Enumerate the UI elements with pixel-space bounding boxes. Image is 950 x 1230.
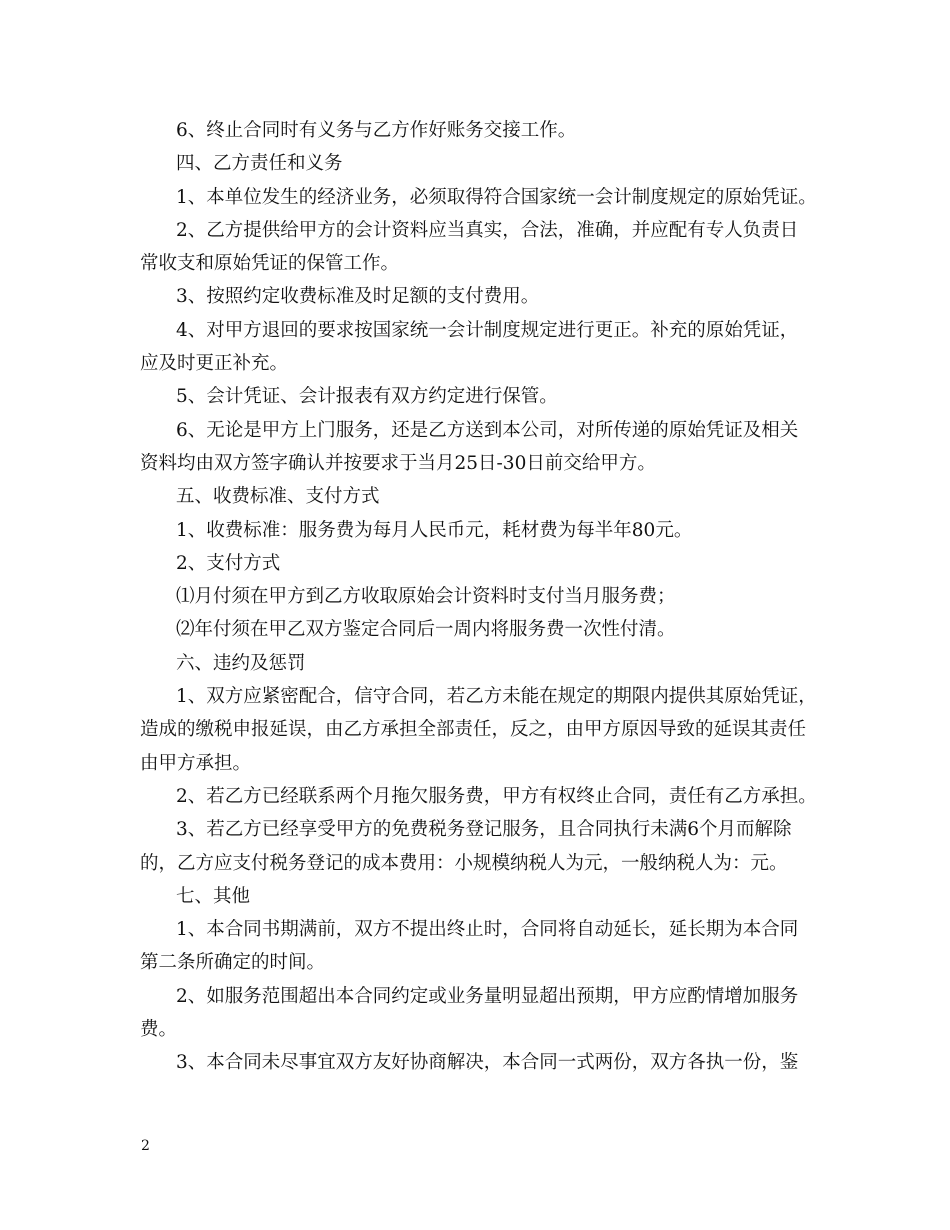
text-line: 五、收费标准、支付方式 — [176, 486, 380, 508]
text-line: 1、本单位发生的经济业务，必须取得符合国家统一会计制度规定的原始凭证。 — [176, 186, 817, 208]
document-body — [140, 114, 817, 1080]
page-number: 2 — [141, 1138, 150, 1154]
text-line: 常收支和原始凭证的保管工作。 — [140, 253, 400, 275]
text-line: 1、本合同书期满前，双方不提出终止时，合同将自动延长，延长期为本合同 — [176, 919, 799, 941]
text-line: 5、会计凭证、会计报表有双方约定进行保管。 — [176, 386, 558, 408]
text-line: 1、收费标准：服务费为每月人民币元，耗材费为每半年80元。 — [176, 519, 693, 541]
text-line: 2、支付方式 — [176, 552, 281, 574]
text-line: 2、乙方提供给甲方的会计资料应当真实，合法，准确，并应配有专人负责日 — [176, 219, 799, 241]
text-line: 四、乙方责任和义务 — [176, 153, 343, 175]
text-line: 资料均由双方签字确认并按要求于当月25日-30日前交给甲方。 — [140, 452, 656, 474]
text-line: 六、违约及惩罚 — [176, 652, 306, 674]
text-line: ⑵年付须在甲乙双方鉴定合同后一周内将服务费一次性付清。 — [176, 619, 676, 641]
text-line: 第二条所确定的时间。 — [140, 952, 326, 974]
text-line: 1、双方应紧密配合，信守合同，若乙方未能在规定的期限内提供其原始凭证， — [176, 686, 817, 708]
text-line: 6、无论是甲方上门服务，还是乙方送到本公司，对所传递的原始凭证及相关 — [176, 419, 799, 441]
text-line: ⑴月付须在甲方到乙方收取原始会计资料时支付当月服务费； — [176, 586, 676, 608]
text-line: 造成的缴税申报延误，由乙方承担全部责任，反之，由甲方原因导致的延误其责任 — [140, 719, 807, 741]
text-line: 2、若乙方已经联系两个月拖欠服务费，甲方有权终止合同，责任有乙方承担。 — [176, 785, 817, 807]
text-line: 的，乙方应支付税务登记的成本费用：小规模纳税人为元，一般纳税人为：元。 — [140, 852, 788, 874]
text-line: 2、如服务范围超出本合同约定或业务量明显超出预期，甲方应酌情增加服务 — [176, 985, 799, 1007]
text-line: 3、按照约定收费标准及时足额的支付费用。 — [176, 286, 540, 308]
text-line: 费。 — [140, 1019, 178, 1041]
text-line: 七、其他 — [176, 885, 251, 907]
text-line: 由甲方承担。 — [140, 752, 252, 774]
text-line: 4、对甲方退回的要求按国家统一会计制度规定进行更正。补充的原始凭证， — [176, 319, 799, 341]
text-line: 3、若乙方已经享受甲方的免费税务登记服务，且合同执行未满6个月而解除 — [176, 819, 792, 841]
text-line: 3、本合同未尽事宜双方友好协商解决，本合同一式两份，双方各执一份，鉴 — [176, 1052, 799, 1074]
text-line: 6、终止合同时有义务与乙方作好账务交接工作。 — [176, 120, 577, 141]
text-line: 应及时更正补充。 — [140, 353, 289, 375]
